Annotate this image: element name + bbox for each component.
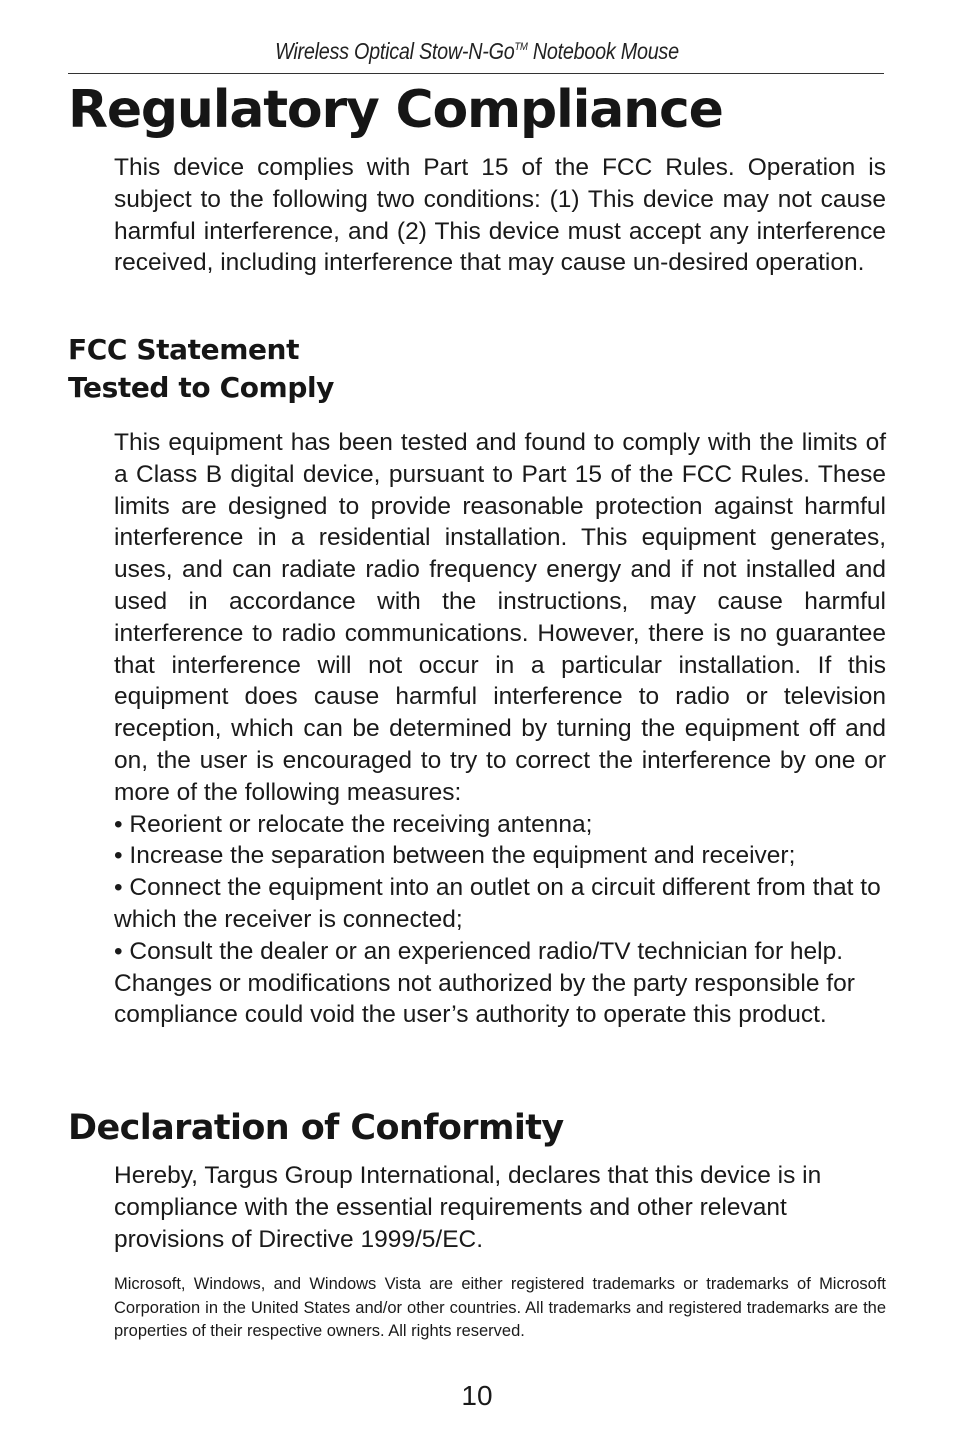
fcc-heading-line-2: Tested to Comply: [68, 371, 335, 404]
running-header-product: Wireless Optical Stow-N-Go: [275, 38, 515, 64]
regulatory-intro-paragraph: This device complies with Part 15 of the FCC Rules. Operation is subject to the following two conditions: (1) This device may not cause harmful interference, and (2) This device must accept any interference received, including interference that may cause un-desired operation.: [114, 154, 886, 277]
fcc-statement-heading: [68, 331, 334, 407]
header-rule: [68, 73, 884, 74]
regulatory-compliance-heading: Regulatory Compliance: [68, 80, 723, 140]
declaration-of-conformity-heading: Declaration of Conformity: [68, 1108, 564, 1148]
fcc-changes-note: Changes or modifications not authorized by the party responsible for compliance could void the user’s authority to operate this product.: [114, 969, 855, 1029]
fcc-heading-line-1: FCC Statement: [68, 333, 300, 366]
trademark-mark: TM: [514, 41, 528, 53]
fcc-measure-item: • Increase the separation between the equipment and receiver;: [114, 842, 796, 870]
fcc-statement-body: [114, 427, 886, 1031]
running-header-suffix: Notebook Mouse: [527, 38, 679, 64]
fcc-measure-item: • Reorient or relocate the receiving antenna;: [114, 810, 593, 838]
fcc-measure-item: • Consult the dealer or an experienced radio/TV technician for help.: [114, 937, 844, 965]
fcc-body-paragraph: This equipment has been tested and found to comply with the limits of a Class B digital device, pursuant to Part 15 of the FCC Rules. These limits are designed to provide reasonable protection against harmful interference in a residential installation. This equipment generates, uses, and can radiate radio frequency energy and if not installed and used in accordance with the instructions, may cause harmful interference to radio communications. However, there is no guarantee that interference will not occur in a particular installation. If this equipment does cause harmful interference to radio or television reception, which can be determined by turning the equipment off and on, the user is encouraged to try to correct the interference by one or more of the following measures:: [114, 429, 886, 806]
trademarks-note: Microsoft, Windows, and Windows Vista are either registered trademarks or trademarks of Microsoft Corporation in the United States and/or other countries. All trademarks and registered trademarks are the properties of their respective owners. All rights reserved.: [114, 1275, 886, 1340]
declaration-body: Hereby, Targus Group International, declares that this device is in compliance with the essential requirements and other relevant provisions of Directive 1999/5/EC.: [114, 1162, 822, 1253]
running-header: [67, 38, 887, 65]
fcc-measure-item: • Connect the equipment into an outlet on a circuit different from that to which the receiver is connected;: [114, 874, 881, 933]
page-number: 10: [461, 1380, 493, 1411]
